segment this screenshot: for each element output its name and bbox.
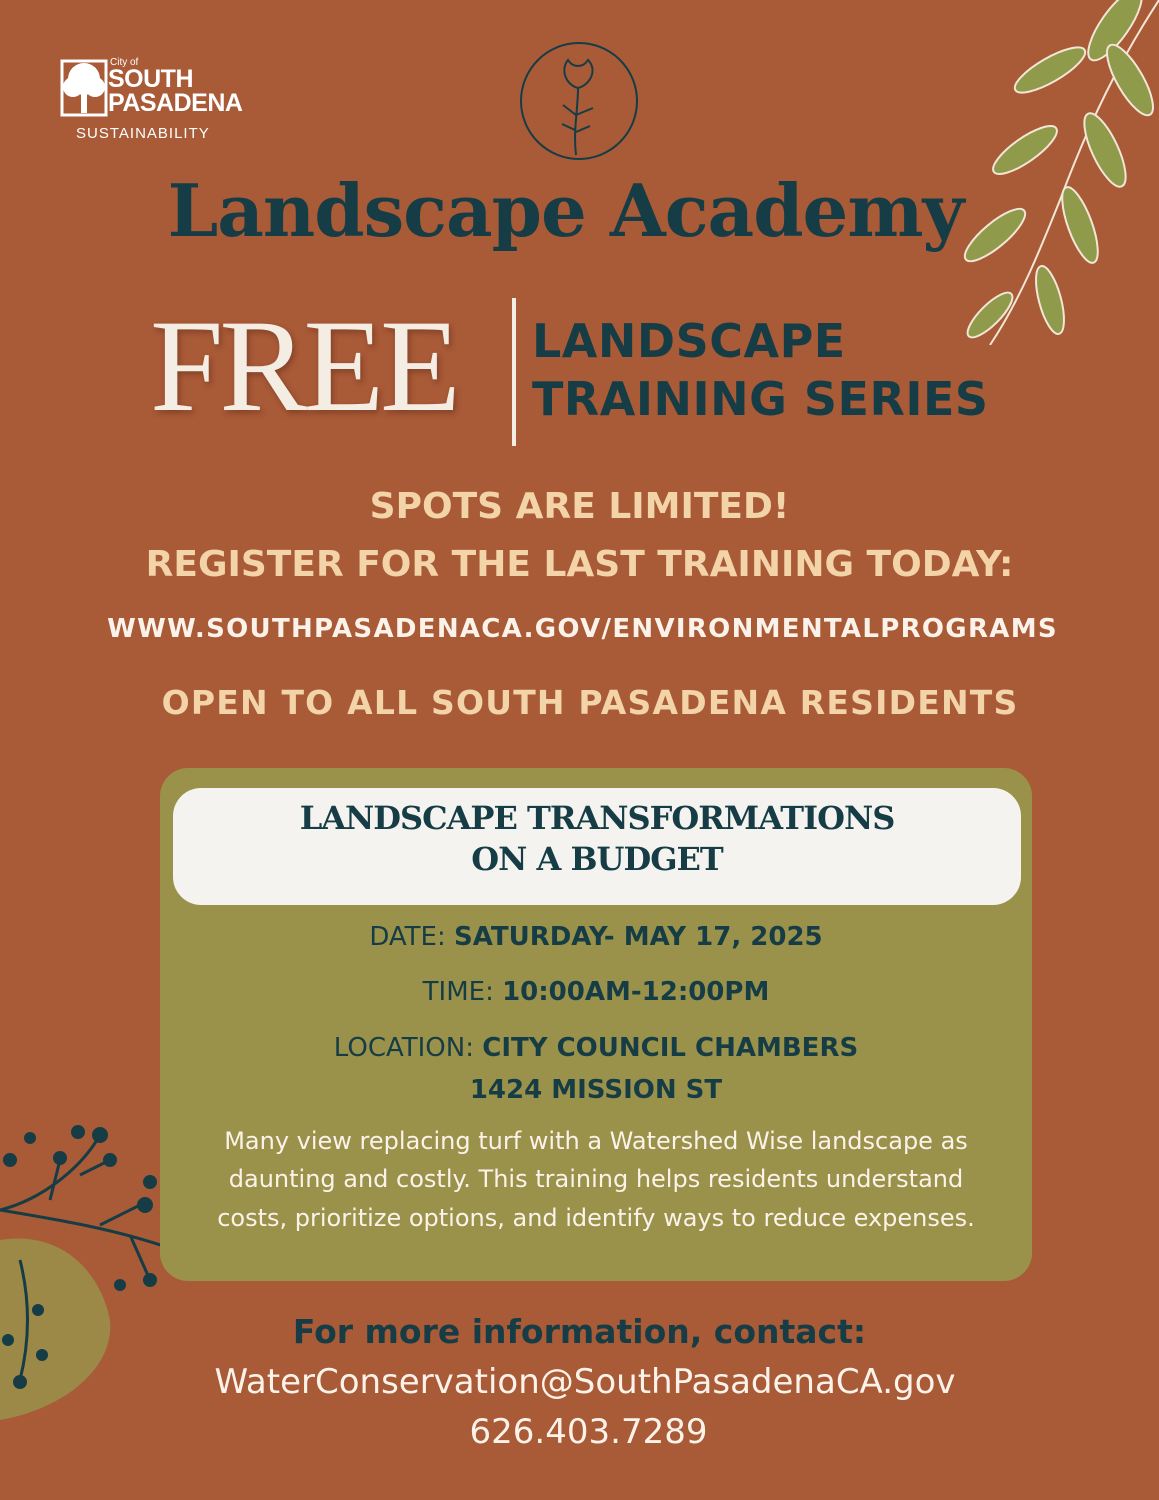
event-title-line-1: LANDSCAPE TRANSFORMATIONS bbox=[299, 799, 895, 837]
date-label: DATE: bbox=[369, 922, 455, 952]
contact-phone[interactable]: 626.403.7289 bbox=[469, 1412, 708, 1452]
address-value: 1424 MISSION ST bbox=[469, 1075, 723, 1105]
event-title bbox=[173, 798, 1021, 880]
contact-email[interactable]: WaterConservation@SouthPasadenaCA.gov bbox=[214, 1362, 956, 1402]
event-title-box bbox=[173, 788, 1021, 905]
time-label: TIME: bbox=[422, 977, 503, 1007]
event-time bbox=[160, 977, 1032, 1007]
event-title-line-2: ON A BUDGET bbox=[471, 839, 723, 878]
page-title: Landscape Academy bbox=[167, 168, 964, 253]
time-value: 10:00AM-12:00PM bbox=[502, 977, 770, 1007]
logo-pasadena: PASADENA bbox=[108, 89, 243, 117]
series-line-2: TRAINING SERIES bbox=[532, 372, 989, 427]
spots-limited-text: SPOTS ARE LIMITED! bbox=[369, 486, 790, 527]
series-heading bbox=[532, 312, 989, 429]
poppy-flower-icon bbox=[518, 40, 640, 162]
free-heading: FREE bbox=[150, 292, 457, 439]
event-address bbox=[160, 1075, 1032, 1105]
contact-heading: For more information, contact: bbox=[292, 1312, 867, 1351]
heading-divider bbox=[512, 298, 516, 446]
location-label: LOCATION: bbox=[333, 1033, 483, 1063]
city-logo bbox=[58, 55, 278, 150]
logo-sustainability: SUSTAINABILITY bbox=[76, 125, 210, 142]
event-description: Many view replacing turf with a Watershed Wise landscape as daunting and costly. This training helps residents understand costs, prioritize options, and identify ways to reduce expenses. bbox=[217, 1127, 975, 1232]
event-location bbox=[160, 1033, 1032, 1063]
location-value: CITY COUNCIL CHAMBERS bbox=[482, 1033, 859, 1063]
series-line-1: LANDSCAPE bbox=[532, 314, 846, 368]
tree-icon bbox=[60, 57, 108, 119]
logo-south: SOUTH bbox=[108, 65, 193, 93]
registration-link[interactable]: WWW.SOUTHPASADENACA.GOV/ENVIRONMENTALPROGRAMS bbox=[107, 614, 1058, 644]
register-text: REGISTER FOR THE LAST TRAINING TODAY: bbox=[145, 543, 1014, 585]
eligibility-text: OPEN TO ALL SOUTH PASADENA RESIDENTS bbox=[161, 683, 1019, 722]
event-date bbox=[160, 922, 1032, 952]
logo-city-of: City of bbox=[110, 57, 139, 68]
registration-callout bbox=[0, 478, 1159, 593]
date-value: SATURDAY- MAY 17, 2025 bbox=[454, 922, 823, 952]
